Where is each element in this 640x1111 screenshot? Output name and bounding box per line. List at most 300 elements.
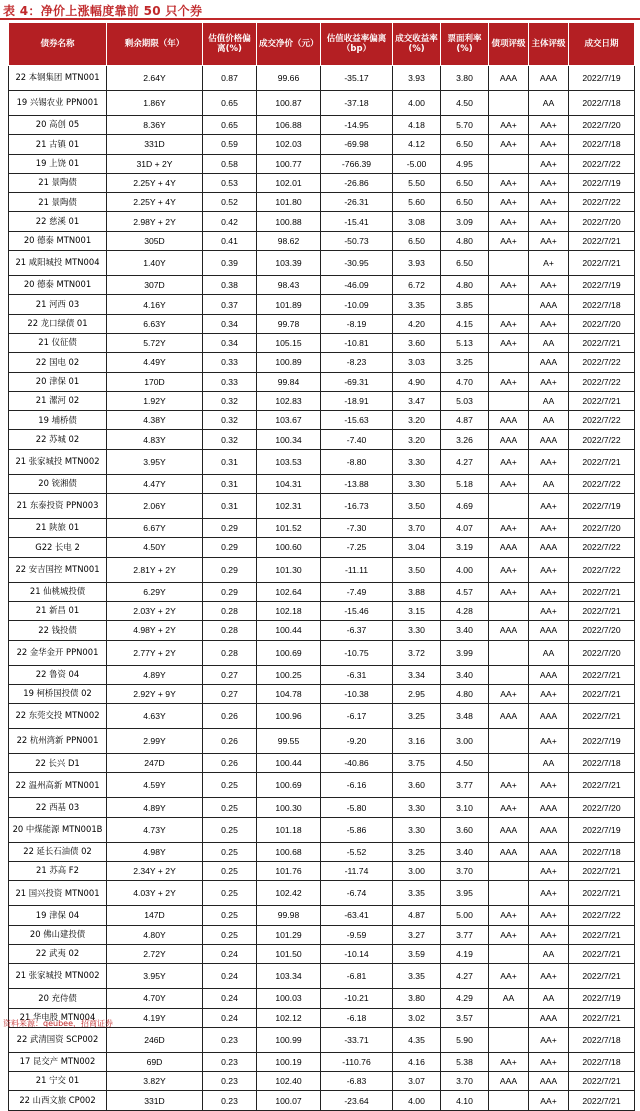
cell-trade-date: 2022/7/22	[569, 353, 635, 372]
cell-price-deviation: 0.29	[203, 519, 257, 538]
cell-bond-rating: AAA	[489, 621, 529, 640]
cell-trade-date: 2022/7/19	[569, 276, 635, 295]
cell-bond-rating: AA+	[489, 173, 529, 192]
cell-clean-price: 100.89	[257, 353, 321, 372]
cell-bond-name: 22 鲁资 04	[9, 665, 107, 684]
cell-clean-price: 102.83	[257, 391, 321, 410]
cell-trade-date: 2022/7/22	[569, 430, 635, 449]
cell-yield-deviation: -5.86	[321, 817, 393, 842]
cell-trade-yield: 3.07	[393, 1072, 441, 1091]
cell-clean-price: 104.31	[257, 474, 321, 493]
cell-trade-date: 2022/7/20	[569, 519, 635, 538]
cell-coupon-rate: 5.00	[441, 906, 489, 925]
cell-remaining-term: 8.36Y	[107, 116, 203, 135]
cell-coupon-rate: 3.10	[441, 798, 489, 817]
cell-price-deviation: 0.23	[203, 1072, 257, 1091]
cell-issuer-rating: AA+	[529, 276, 569, 295]
cell-remaining-term: 4.16Y	[107, 295, 203, 314]
cell-bond-name: 21 景陶债	[9, 173, 107, 192]
cell-bond-rating: AA+	[489, 474, 529, 493]
table-row	[9, 906, 635, 925]
source-note: 资料来源：qeubee，招商证券	[3, 1019, 113, 1028]
table-row	[9, 729, 635, 754]
cell-coupon-rate: 3.25	[441, 353, 489, 372]
cell-clean-price: 102.64	[257, 582, 321, 601]
table-row	[9, 251, 635, 276]
cell-bond-rating	[489, 665, 529, 684]
cell-bond-name: 22 长兴 D1	[9, 754, 107, 773]
cell-issuer-rating: AA+	[529, 173, 569, 192]
cell-price-deviation: 0.25	[203, 817, 257, 842]
cell-trade-yield: 6.50	[393, 231, 441, 250]
cell-clean-price: 99.84	[257, 372, 321, 391]
cell-trade-yield: 3.50	[393, 557, 441, 582]
cell-bond-rating	[489, 295, 529, 314]
cell-bond-rating: AA+	[489, 212, 529, 231]
cell-trade-date: 2022/7/21	[569, 1072, 635, 1091]
cell-yield-deviation: -30.95	[321, 251, 393, 276]
cell-clean-price: 100.30	[257, 798, 321, 817]
cell-trade-yield: 3.25	[393, 842, 441, 861]
cell-price-deviation: 0.31	[203, 449, 257, 474]
table-row	[9, 135, 635, 154]
table-row	[9, 964, 635, 989]
cell-issuer-rating: A+	[529, 251, 569, 276]
cell-remaining-term: 69D	[107, 1052, 203, 1071]
cell-trade-yield: 4.00	[393, 1091, 441, 1110]
cell-issuer-rating: AA+	[529, 449, 569, 474]
cell-remaining-term: 3.95Y	[107, 964, 203, 989]
cell-remaining-term: 246D	[107, 1027, 203, 1052]
table-row	[9, 1052, 635, 1071]
cell-issuer-rating: AAA	[529, 842, 569, 861]
cell-remaining-term: 4.47Y	[107, 474, 203, 493]
table-row	[9, 231, 635, 250]
cell-trade-date: 2022/7/21	[569, 601, 635, 620]
cell-trade-date: 2022/7/19	[569, 173, 635, 192]
cell-issuer-rating: AA+	[529, 601, 569, 620]
cell-trade-date: 2022/7/21	[569, 449, 635, 474]
table-row	[9, 66, 635, 91]
cell-issuer-rating: AA	[529, 640, 569, 665]
table-row	[9, 538, 635, 557]
cell-trade-yield: 3.93	[393, 66, 441, 91]
cell-remaining-term: 5.72Y	[107, 333, 203, 352]
cell-issuer-rating: AA+	[529, 773, 569, 798]
cell-yield-deviation: -6.74	[321, 881, 393, 906]
cell-bond-rating: AA+	[489, 906, 529, 925]
cell-yield-deviation: -6.17	[321, 704, 393, 729]
cell-coupon-rate: 5.03	[441, 391, 489, 410]
cell-bond-rating: AA+	[489, 276, 529, 295]
cell-price-deviation: 0.39	[203, 251, 257, 276]
cell-price-deviation: 0.29	[203, 582, 257, 601]
cell-coupon-rate: 4.15	[441, 314, 489, 333]
header-coupon-rate: 票面利率(%)	[441, 23, 489, 66]
cell-bond-name: 20 高创 05	[9, 116, 107, 135]
cell-price-deviation: 0.29	[203, 557, 257, 582]
table-row	[9, 557, 635, 582]
cell-price-deviation: 0.27	[203, 684, 257, 703]
cell-issuer-rating: AA	[529, 411, 569, 430]
cell-bond-name: G22 长电 2	[9, 538, 107, 557]
title-underline	[0, 18, 640, 20]
cell-yield-deviation: -10.75	[321, 640, 393, 665]
table-row	[9, 314, 635, 333]
cell-clean-price: 100.87	[257, 91, 321, 116]
table-row	[9, 449, 635, 474]
cell-trade-date: 2022/7/21	[569, 665, 635, 684]
cell-bond-name: 22 国电 02	[9, 353, 107, 372]
cell-coupon-rate: 4.80	[441, 276, 489, 295]
cell-trade-date: 2022/7/21	[569, 773, 635, 798]
cell-coupon-rate: 4.28	[441, 601, 489, 620]
cell-trade-yield: 4.00	[393, 91, 441, 116]
cell-yield-deviation: -6.18	[321, 1008, 393, 1027]
cell-bond-name: 21 陕旅 01	[9, 519, 107, 538]
cell-price-deviation: 0.28	[203, 621, 257, 640]
cell-clean-price: 103.39	[257, 251, 321, 276]
header-bond-rating: 债项评级	[489, 23, 529, 66]
cell-trade-yield: 3.16	[393, 729, 441, 754]
cell-price-deviation: 0.23	[203, 1091, 257, 1110]
cell-price-deviation: 0.42	[203, 212, 257, 231]
cell-price-deviation: 0.32	[203, 411, 257, 430]
cell-yield-deviation: -11.11	[321, 557, 393, 582]
cell-trade-yield: 6.72	[393, 276, 441, 295]
cell-clean-price: 100.19	[257, 1052, 321, 1071]
cell-clean-price: 100.60	[257, 538, 321, 557]
cell-clean-price: 100.88	[257, 212, 321, 231]
cell-bond-rating: AA+	[489, 773, 529, 798]
table-row	[9, 684, 635, 703]
cell-bond-rating: AAA	[489, 1072, 529, 1091]
cell-coupon-rate: 6.50	[441, 251, 489, 276]
header-remaining-term: 剩余期限（年）	[107, 23, 203, 66]
cell-trade-date: 2022/7/20	[569, 798, 635, 817]
cell-clean-price: 101.18	[257, 817, 321, 842]
cell-trade-yield: 3.93	[393, 251, 441, 276]
cell-price-deviation: 0.31	[203, 494, 257, 519]
cell-issuer-rating: AAA	[529, 704, 569, 729]
cell-trade-yield: 3.88	[393, 582, 441, 601]
cell-trade-date: 2022/7/18	[569, 842, 635, 861]
cell-bond-rating	[489, 754, 529, 773]
cell-clean-price: 102.12	[257, 1008, 321, 1027]
cell-clean-price: 100.96	[257, 704, 321, 729]
cell-trade-yield: 4.87	[393, 906, 441, 925]
cell-coupon-rate: 4.87	[441, 411, 489, 430]
cell-coupon-rate: 3.95	[441, 881, 489, 906]
cell-issuer-rating: AA+	[529, 154, 569, 173]
cell-clean-price: 101.30	[257, 557, 321, 582]
cell-issuer-rating: AA+	[529, 1091, 569, 1110]
cell-issuer-rating: AA+	[529, 1052, 569, 1071]
cell-coupon-rate: 4.70	[441, 372, 489, 391]
cell-clean-price: 104.78	[257, 684, 321, 703]
cell-coupon-rate: 3.80	[441, 66, 489, 91]
cell-yield-deviation: -10.81	[321, 333, 393, 352]
cell-bond-name: 19 埔桥债	[9, 411, 107, 430]
cell-price-deviation: 0.58	[203, 154, 257, 173]
cell-coupon-rate: 3.40	[441, 842, 489, 861]
cell-yield-deviation: -10.38	[321, 684, 393, 703]
cell-remaining-term: 1.86Y	[107, 91, 203, 116]
cell-clean-price: 100.44	[257, 621, 321, 640]
cell-bond-rating: AA+	[489, 193, 529, 212]
cell-price-deviation: 0.23	[203, 1052, 257, 1071]
cell-issuer-rating: AA+	[529, 684, 569, 703]
cell-bond-rating	[489, 1091, 529, 1110]
cell-price-deviation: 0.59	[203, 135, 257, 154]
cell-yield-deviation: -15.41	[321, 212, 393, 231]
cell-price-deviation: 0.32	[203, 391, 257, 410]
cell-issuer-rating: AA+	[529, 314, 569, 333]
table-row	[9, 91, 635, 116]
cell-remaining-term: 4.89Y	[107, 665, 203, 684]
cell-bond-rating: AA+	[489, 925, 529, 944]
cell-yield-deviation: -766.39	[321, 154, 393, 173]
cell-clean-price: 100.69	[257, 640, 321, 665]
cell-clean-price: 102.03	[257, 135, 321, 154]
cell-price-deviation: 0.38	[203, 276, 257, 295]
cell-price-deviation: 0.29	[203, 538, 257, 557]
cell-trade-date: 2022/7/20	[569, 116, 635, 135]
cell-issuer-rating: AA	[529, 989, 569, 1008]
cell-clean-price: 103.53	[257, 449, 321, 474]
cell-bond-rating	[489, 494, 529, 519]
cell-bond-rating	[489, 601, 529, 620]
cell-coupon-rate: 3.40	[441, 621, 489, 640]
cell-issuer-rating: AA+	[529, 193, 569, 212]
cell-bond-name: 20 铳湘债	[9, 474, 107, 493]
cell-clean-price: 98.43	[257, 276, 321, 295]
table-row	[9, 212, 635, 231]
cell-bond-rating	[489, 1027, 529, 1052]
cell-issuer-rating: AA+	[529, 906, 569, 925]
cell-bond-name: 21 景陶债	[9, 193, 107, 212]
cell-bond-name: 20 佛山建投债	[9, 925, 107, 944]
cell-bond-rating	[489, 391, 529, 410]
cell-price-deviation: 0.25	[203, 862, 257, 881]
cell-clean-price: 100.68	[257, 842, 321, 861]
cell-trade-yield: 3.15	[393, 601, 441, 620]
header-clean-price: 成交净价（元）	[257, 23, 321, 66]
cell-clean-price: 99.98	[257, 906, 321, 925]
cell-clean-price: 101.29	[257, 925, 321, 944]
table-row	[9, 601, 635, 620]
cell-yield-deviation: -5.52	[321, 842, 393, 861]
cell-trade-date: 2022/7/18	[569, 754, 635, 773]
cell-coupon-rate: 6.50	[441, 135, 489, 154]
cell-clean-price: 102.40	[257, 1072, 321, 1091]
cell-bond-name: 22 武夷 02	[9, 944, 107, 963]
table-row	[9, 372, 635, 391]
cell-issuer-rating: AA+	[529, 862, 569, 881]
cell-bond-rating: AA+	[489, 314, 529, 333]
cell-clean-price: 100.07	[257, 1091, 321, 1110]
cell-price-deviation: 0.25	[203, 881, 257, 906]
cell-yield-deviation: -16.73	[321, 494, 393, 519]
cell-coupon-rate: 3.85	[441, 295, 489, 314]
cell-trade-date: 2022/7/21	[569, 251, 635, 276]
cell-bond-rating: AA+	[489, 372, 529, 391]
cell-trade-yield: 4.16	[393, 1052, 441, 1071]
cell-issuer-rating: AA+	[529, 964, 569, 989]
cell-bond-name: 20 中煤能源 MTN001B	[9, 817, 107, 842]
cell-price-deviation: 0.26	[203, 704, 257, 729]
cell-bond-rating: AA+	[489, 519, 529, 538]
cell-trade-date: 2022/7/20	[569, 621, 635, 640]
cell-remaining-term: 6.63Y	[107, 314, 203, 333]
table-row	[9, 295, 635, 314]
cell-remaining-term: 331D	[107, 135, 203, 154]
cell-bond-rating	[489, 944, 529, 963]
cell-bond-rating	[489, 1008, 529, 1027]
cell-trade-yield: 3.30	[393, 621, 441, 640]
cell-bond-name: 21 古镇 01	[9, 135, 107, 154]
cell-remaining-term: 4.50Y	[107, 538, 203, 557]
cell-bond-name: 22 武清国资 SCP002	[9, 1027, 107, 1052]
cell-yield-deviation: -8.80	[321, 449, 393, 474]
cell-bond-name: 21 国兴投资 MTN001	[9, 881, 107, 906]
cell-remaining-term: 4.83Y	[107, 430, 203, 449]
cell-bond-name: 21 河西 03	[9, 295, 107, 314]
cell-remaining-term: 147D	[107, 906, 203, 925]
table-row	[9, 116, 635, 135]
cell-remaining-term: 247D	[107, 754, 203, 773]
cell-yield-deviation: -37.18	[321, 91, 393, 116]
cell-clean-price: 100.99	[257, 1027, 321, 1052]
cell-trade-date: 2022/7/21	[569, 964, 635, 989]
cell-yield-deviation: -9.59	[321, 925, 393, 944]
cell-bond-rating	[489, 91, 529, 116]
table-row	[9, 1091, 635, 1110]
table-row	[9, 621, 635, 640]
table-row	[9, 881, 635, 906]
cell-trade-yield: 3.03	[393, 353, 441, 372]
cell-coupon-rate: 3.19	[441, 538, 489, 557]
cell-bond-rating: AAA	[489, 430, 529, 449]
table-title: 表 4：净价上涨幅度靠前 50 只个券	[3, 4, 203, 18]
cell-issuer-rating: AA	[529, 333, 569, 352]
table-row	[9, 430, 635, 449]
cell-trade-yield: 3.20	[393, 430, 441, 449]
cell-issuer-rating: AA+	[529, 231, 569, 250]
cell-clean-price: 103.67	[257, 411, 321, 430]
cell-clean-price: 99.66	[257, 66, 321, 91]
cell-price-deviation: 0.25	[203, 925, 257, 944]
cell-trade-date: 2022/7/22	[569, 193, 635, 212]
cell-issuer-rating: AA+	[529, 1027, 569, 1052]
cell-yield-deviation: -6.31	[321, 665, 393, 684]
cell-coupon-rate: 3.60	[441, 817, 489, 842]
table-row	[9, 519, 635, 538]
cell-bond-rating: AA+	[489, 449, 529, 474]
cell-remaining-term: 4.49Y	[107, 353, 203, 372]
cell-bond-rating: AAA	[489, 817, 529, 842]
cell-clean-price: 101.76	[257, 862, 321, 881]
cell-bond-name: 19 津保 04	[9, 906, 107, 925]
cell-trade-date: 2022/7/18	[569, 1052, 635, 1071]
cell-price-deviation: 0.25	[203, 798, 257, 817]
table-row	[9, 474, 635, 493]
cell-bond-name: 21 苏高 F2	[9, 862, 107, 881]
cell-bond-rating	[489, 353, 529, 372]
cell-coupon-rate: 4.29	[441, 989, 489, 1008]
cell-trade-yield: 3.30	[393, 798, 441, 817]
cell-trade-yield: 5.50	[393, 173, 441, 192]
table-row	[9, 862, 635, 881]
cell-clean-price: 102.31	[257, 494, 321, 519]
header-trade-yield: 成交收益率(%)	[393, 23, 441, 66]
cell-bond-name: 22 钱投债	[9, 621, 107, 640]
cell-price-deviation: 0.32	[203, 430, 257, 449]
cell-bond-name: 22 金华金开 PPN001	[9, 640, 107, 665]
cell-bond-name: 22 慈溪 01	[9, 212, 107, 231]
cell-bond-rating: AA+	[489, 333, 529, 352]
cell-trade-date: 2022/7/19	[569, 494, 635, 519]
table-row	[9, 665, 635, 684]
cell-trade-date: 2022/7/20	[569, 314, 635, 333]
cell-issuer-rating: AA	[529, 944, 569, 963]
cell-price-deviation: 0.87	[203, 66, 257, 91]
cell-price-deviation: 0.34	[203, 333, 257, 352]
cell-yield-deviation: -10.14	[321, 944, 393, 963]
cell-yield-deviation: -26.86	[321, 173, 393, 192]
cell-price-deviation: 0.33	[203, 353, 257, 372]
cell-issuer-rating: AAA	[529, 621, 569, 640]
cell-issuer-rating: AA+	[529, 135, 569, 154]
cell-remaining-term: 2.99Y	[107, 729, 203, 754]
cell-coupon-rate: 4.50	[441, 754, 489, 773]
cell-trade-date: 2022/7/18	[569, 1027, 635, 1052]
cell-trade-yield: 3.08	[393, 212, 441, 231]
cell-bond-rating	[489, 640, 529, 665]
cell-clean-price: 100.77	[257, 154, 321, 173]
table-row	[9, 353, 635, 372]
cell-trade-yield: 3.59	[393, 944, 441, 963]
table-row	[9, 494, 635, 519]
cell-bond-rating: AAA	[489, 704, 529, 729]
cell-price-deviation: 0.28	[203, 601, 257, 620]
cell-trade-date: 2022/7/22	[569, 474, 635, 493]
cell-price-deviation: 0.52	[203, 193, 257, 212]
table-row	[9, 944, 635, 963]
cell-bond-name: 21 华电股 MTN004	[9, 1008, 107, 1027]
cell-bond-rating: AA	[489, 989, 529, 1008]
cell-bond-rating	[489, 862, 529, 881]
cell-bond-name: 17 昆交产 MTN002	[9, 1052, 107, 1071]
cell-trade-yield: 4.18	[393, 116, 441, 135]
cell-trade-yield: 3.30	[393, 449, 441, 474]
cell-trade-date: 2022/7/19	[569, 66, 635, 91]
cell-clean-price: 100.34	[257, 430, 321, 449]
cell-issuer-rating: AA+	[529, 494, 569, 519]
cell-remaining-term: 2.92Y + 9Y	[107, 684, 203, 703]
cell-trade-date: 2022/7/18	[569, 295, 635, 314]
cell-bond-rating: AA+	[489, 116, 529, 135]
cell-coupon-rate: 5.13	[441, 333, 489, 352]
cell-bond-name: 21 仙桃城投债	[9, 582, 107, 601]
cell-trade-yield: 3.80	[393, 989, 441, 1008]
cell-trade-yield: -5.00	[393, 154, 441, 173]
cell-bond-rating: AAA	[489, 538, 529, 557]
cell-bond-rating	[489, 154, 529, 173]
cell-bond-name: 21 宁交 01	[9, 1072, 107, 1091]
cell-remaining-term: 331D	[107, 1091, 203, 1110]
cell-trade-yield: 3.35	[393, 964, 441, 989]
